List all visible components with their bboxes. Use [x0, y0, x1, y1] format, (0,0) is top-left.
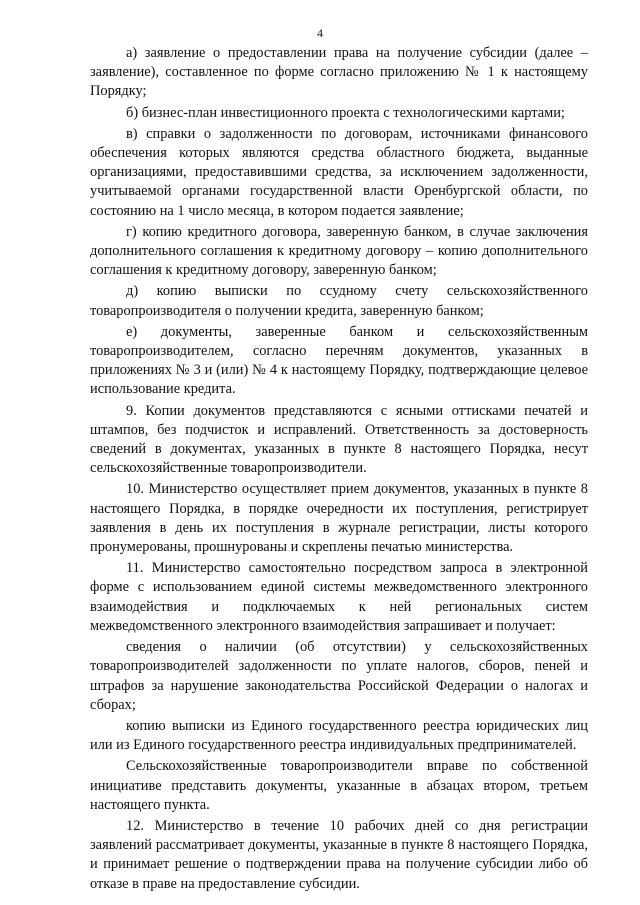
paragraph-item-v: в) справки о задолженности по договорам, источниками финансового обеспечения которых являются средства областного бюджета, выданные организациями, предоставившими средства, за исключением задолженности, учитываемой органами государственной власти Оренбургской области, по состоянию на 1 число месяца, в котором подается заявление;: [90, 125, 588, 219]
paragraph-clause-10: 10. Министерство осуществляет прием документов, указанных в пункте 8 настоящего Порядка, в порядке очередности их поступления, регистрирует заявления в день их поступления в журнале регистрации, листы которого пронумерованы, прошнурованы и скреплены печатью министерства.: [90, 481, 588, 556]
paragraph-clause-11: 11. Министерство самостоятельно посредством запроса в электронной форме с использованием единой системы межведомственного электронного взаимодействия и подключаемых к ней региональных систем межведомственного электронного взаимодействия запрашивает и получает:: [90, 560, 588, 634]
paragraph-clause-9: 9. Копии документов представляются с ясными оттисками печатей и штампов, без подчисток и исправлений. Ответственность за достоверность сведений в документах, указанных в пункте 8 настоящего Порядка, несут сельскохозяйственные товаропроизводители.: [90, 402, 588, 477]
page-number: 4: [317, 26, 323, 40]
document-body: [90, 44, 588, 896]
paragraph-clause-12: 12. Министерство в течение 10 рабочих дней со дня регистрации заявлений рассматривает документы, указанные в пункте 8 настоящего Порядка, и принимает решение о подтверждении права на получение субсидии либо об отказе в праве на предоставление субсидии.: [90, 817, 588, 892]
paragraph-item-d: д) копию выписки по ссудному счету сельскохозяйственного товаропроизводителя о получении кредита, заверенную банком;: [90, 283, 588, 319]
paragraph-clause-11-tax-info: сведения о наличии (об отсутствии) у сельскохозяйственных товаропроизводителей задолженности по уплате налогов, сборов, пеней и штрафов за нарушение законодательства Российской Федерации о налогах и сборах;: [90, 639, 588, 713]
paragraph-item-g: г) копию кредитного договора, заверенную банком, в случае заключения дополнительного соглашения к кредитному договору – копию дополнительного соглашения к кредитному договору, заверенную банком;: [90, 223, 588, 279]
paragraph-clause-11-registry: копию выписки из Единого государственного реестра юридических лиц или из Единого государственного реестра индивидуальных предпринимателей.: [90, 717, 588, 754]
paragraph-item-a: а) заявление о предоставлении права на получение субсидии (далее – заявление), составленное по форме согласно приложению № 1 к настоящему Порядку;: [90, 45, 588, 100]
paragraph-item-e: е) документы, заверенные банком и сельскохозяйственным товаропроизводителем, согласно перечням документов, указанных в приложениях № 3 и (или) № 4 к настоящему Порядку, подтверждающие целевое использование кредита.: [90, 323, 588, 398]
paragraph-clause-11-initiative: Сельскохозяйственные товаропроизводители вправе по собственной инициативе представить документы, указанные в абзацах втором, третьем настоящего пункта.: [90, 758, 588, 813]
paragraph-item-b: б) бизнес-план инвестиционного проекта с технологическими картами;: [126, 104, 565, 121]
